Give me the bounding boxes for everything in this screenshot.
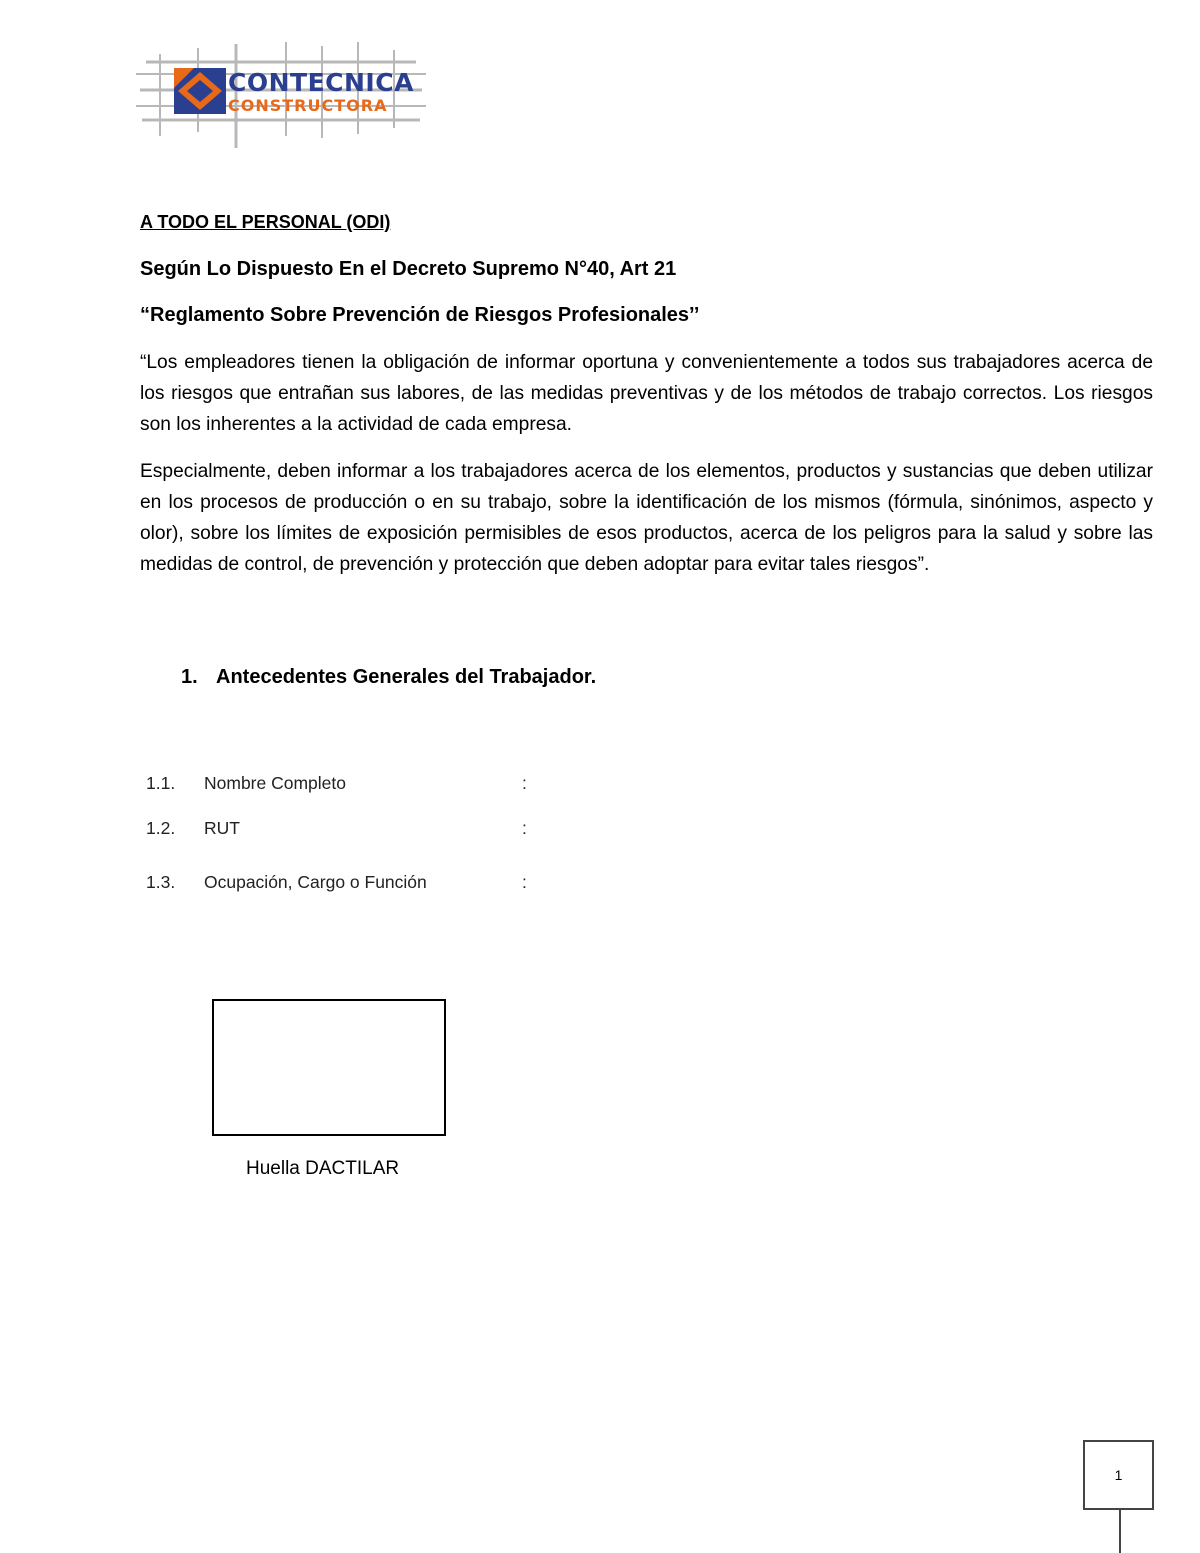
company-logo <box>136 40 426 152</box>
decree-reference: Según Lo Dispuesto En el Decreto Supremo N°40, Art 21 <box>140 258 677 280</box>
regulation-title: “Reglamento Sobre Prevención de Riesgos Profesionales’’ <box>140 304 700 326</box>
paragraph-employer-obligation: “Los empleadores tienen la obligación de informar oportuna y convenientemente a todos sus trabajadores acerca de los riesgos que entrañan sus labores, de las medidas preventivas y de los métodos de trabajo correctos. Los riesgos son los inherentes a la actividad de cada empresa. <box>140 352 1153 435</box>
page-number-box <box>1083 1440 1154 1510</box>
fingerprint-box[interactable] <box>212 999 446 1136</box>
logo-name-line2: CONSTRUCTORA <box>228 96 388 115</box>
field-number: 1.2. <box>146 818 176 838</box>
field-value-nombre[interactable]: : <box>522 773 527 793</box>
field-number: 1.1. <box>146 773 176 793</box>
page-number: 1 <box>1114 1467 1123 1483</box>
field-label-nombre: Nombre Completo <box>204 773 346 793</box>
field-label-rut: RUT <box>204 818 240 838</box>
field-label-ocupacion: Ocupación, Cargo o Función <box>204 872 427 892</box>
field-value-rut[interactable]: : <box>522 818 527 838</box>
field-value-ocupacion[interactable]: : <box>522 872 527 892</box>
logo-name-line1: CONTECNICA <box>228 68 414 97</box>
field-number: 1.3. <box>146 872 176 892</box>
page-number-connector <box>1119 1508 1121 1553</box>
document-heading: A TODO EL PERSONAL (ODI) <box>140 212 391 232</box>
paragraph-product-information: Especialmente, deben informar a los trabajadores acerca de los elementos, productos y sustancias que deben utilizar en los procesos de producción o en su trabajo, sobre la identificación de los mismos (fórmula, sinónimos, aspecto y olor), sobre los límites de exposición permisibles de esos productos, acerca de los peligros para la salud y sobre las medidas de control, de prevención y protección que deben adoptar para evitar tales riesgos”. <box>140 461 1153 575</box>
section-number: 1. <box>181 666 198 688</box>
section-title <box>181 666 596 689</box>
section-title-text: Antecedentes Generales del Trabajador. <box>216 666 597 688</box>
fingerprint-label: Huella DACTILAR <box>246 1158 400 1179</box>
